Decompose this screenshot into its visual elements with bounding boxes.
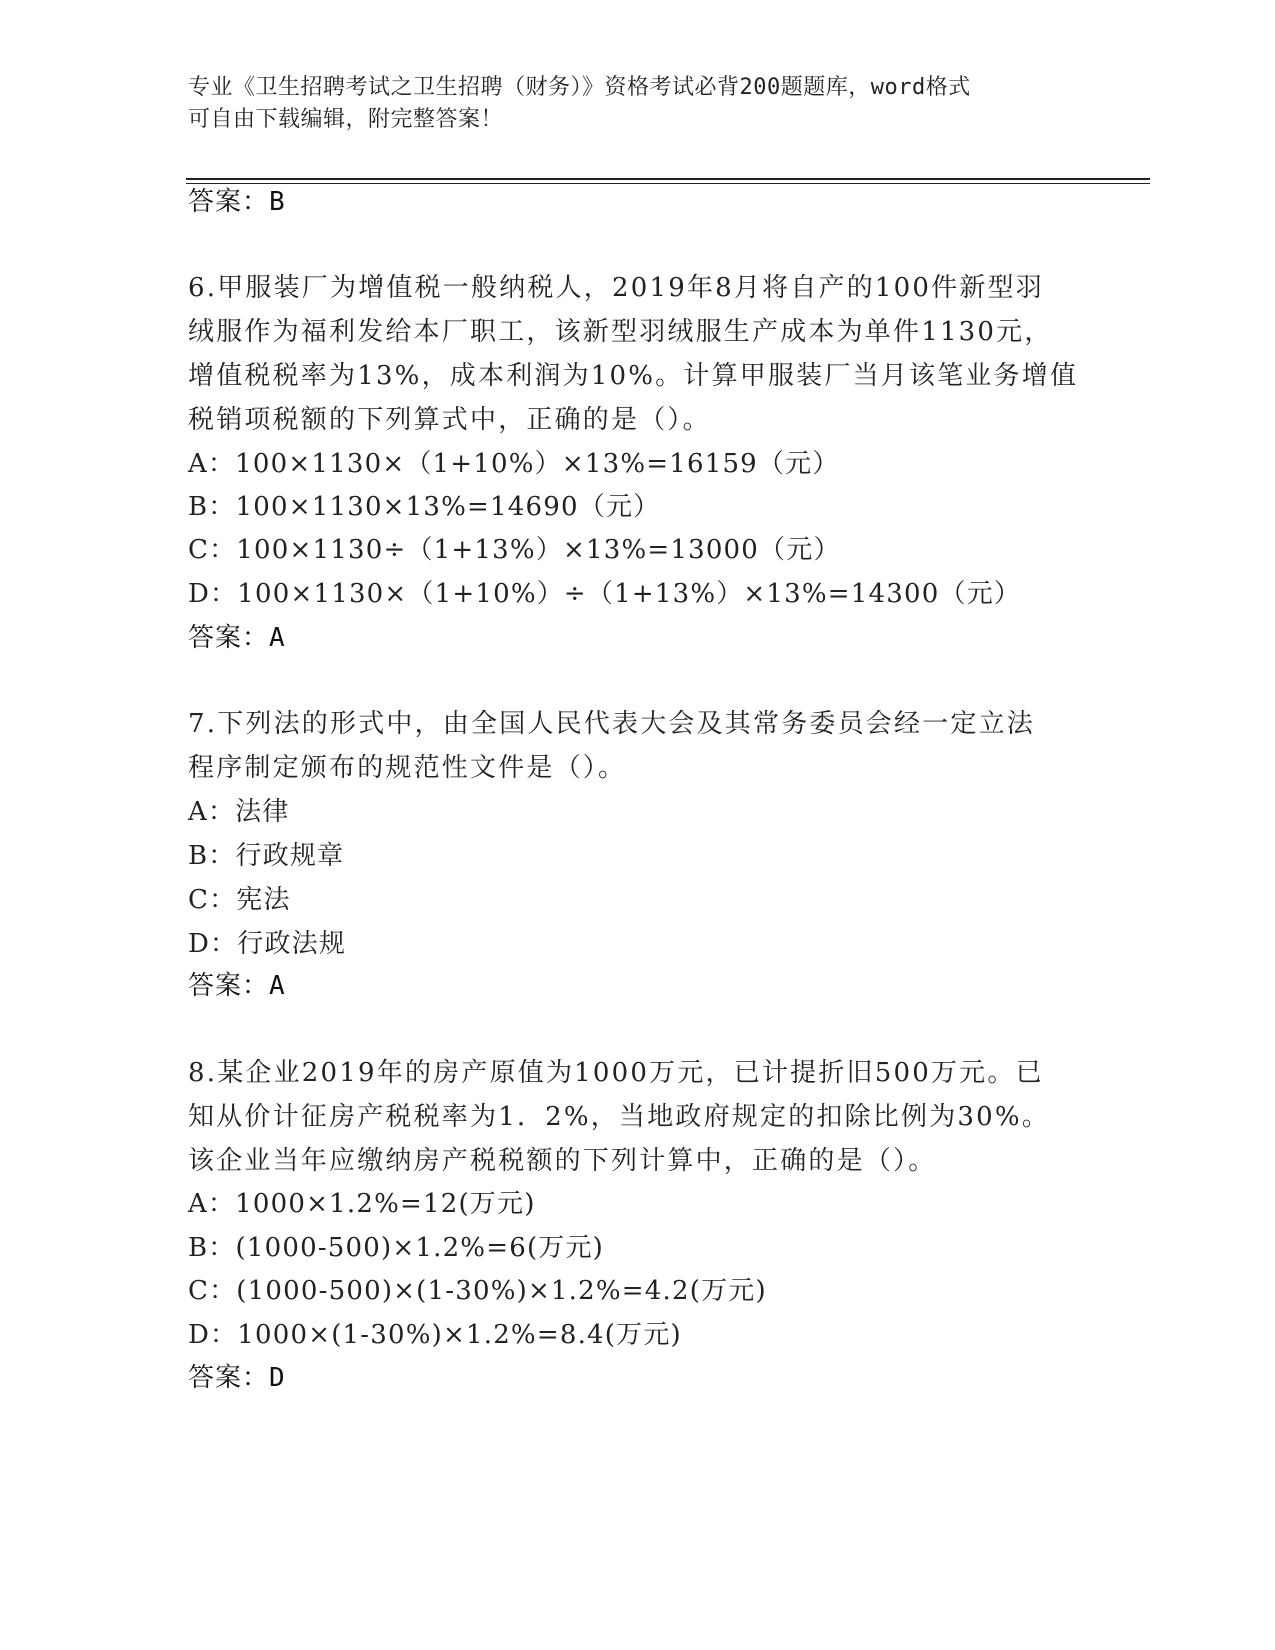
question-7-option-a: A：法律 — [188, 797, 290, 827]
question-8-option-c: C：(1000-500)×(1-30%)×1.2%=4.2(万元) — [188, 1276, 767, 1306]
question-8-option-a: A：1000×1.2%=12(万元) — [188, 1189, 536, 1219]
question-6-option-d: D：100×1130×（1+10%）÷（1+13%）×13%=14300（元） — [188, 579, 1022, 609]
question-7-option-b: B：行政规章 — [188, 841, 345, 871]
page-header — [188, 72, 1068, 136]
question-7-answer: 答案：A — [188, 971, 286, 1001]
question-6-option-b: B：100×1130×13%=14690（元） — [188, 492, 661, 522]
question-8-stem-line-3: 该企业当年应缴纳房产税税额的下列计算中，正确的是（）。 — [188, 1146, 937, 1176]
question-6-stem-line-3: 增值税税率为13%，成本利润为10%。计算甲服装厂当月该笔业务增值 — [188, 361, 1079, 391]
question-8-option-b: B：(1000-500)×1.2%=6(万元) — [188, 1233, 605, 1263]
question-6-answer: 答案：A — [188, 623, 286, 653]
question-8-answer: 答案：D — [188, 1363, 286, 1393]
question-7-stem-line-1: 7.下列法的形式中，由全国人民代表大会及其常务委员会经一定立法 — [188, 709, 1036, 739]
header-divider-thin — [186, 183, 1150, 184]
question-6-option-c: C：100×1130÷（1+13%）×13%=13000（元） — [188, 535, 841, 565]
question-8-stem-line-2: 知从价计征房产税税率为1．2%，当地政府规定的扣除比例为30%。 — [188, 1102, 1050, 1132]
question-7-stem-line-2: 程序制定颁布的规范性文件是（）。 — [188, 753, 627, 783]
question-7-option-d: D：行政法规 — [188, 929, 347, 959]
header-title-line-2: 可自由下载编辑，附完整答案！ — [188, 107, 504, 132]
question-6-option-a: A：100×1130×（1+10%）×13%=16159（元） — [188, 449, 840, 479]
question-8-option-d: D：1000×(1-30%)×1.2%=8.4(万元) — [188, 1320, 682, 1350]
previous-question-answer: 答案：B — [188, 187, 286, 217]
question-7-option-c: C：宪法 — [188, 885, 291, 915]
question-6-stem-line-1: 6.甲服装厂为增值税一般纳税人，2019年8月将自产的100件新型羽 — [188, 273, 1044, 303]
question-6-stem-line-2: 绒服作为福利发给本厂职工，该新型羽绒服生产成本为单件1130元， — [188, 317, 1053, 347]
header-divider-thick — [186, 178, 1150, 180]
question-6-stem-line-4: 税销项税额的下列算式中，正确的是（）。 — [188, 405, 711, 435]
header-title-line-1: 专业《卫生招聘考试之卫生招聘（财务）》资格考试必背200题题库，word格式 — [188, 75, 971, 100]
question-8-stem-line-1: 8.某企业2019年的房产原值为1000万元，已计提折旧500万元。已 — [188, 1058, 1044, 1088]
